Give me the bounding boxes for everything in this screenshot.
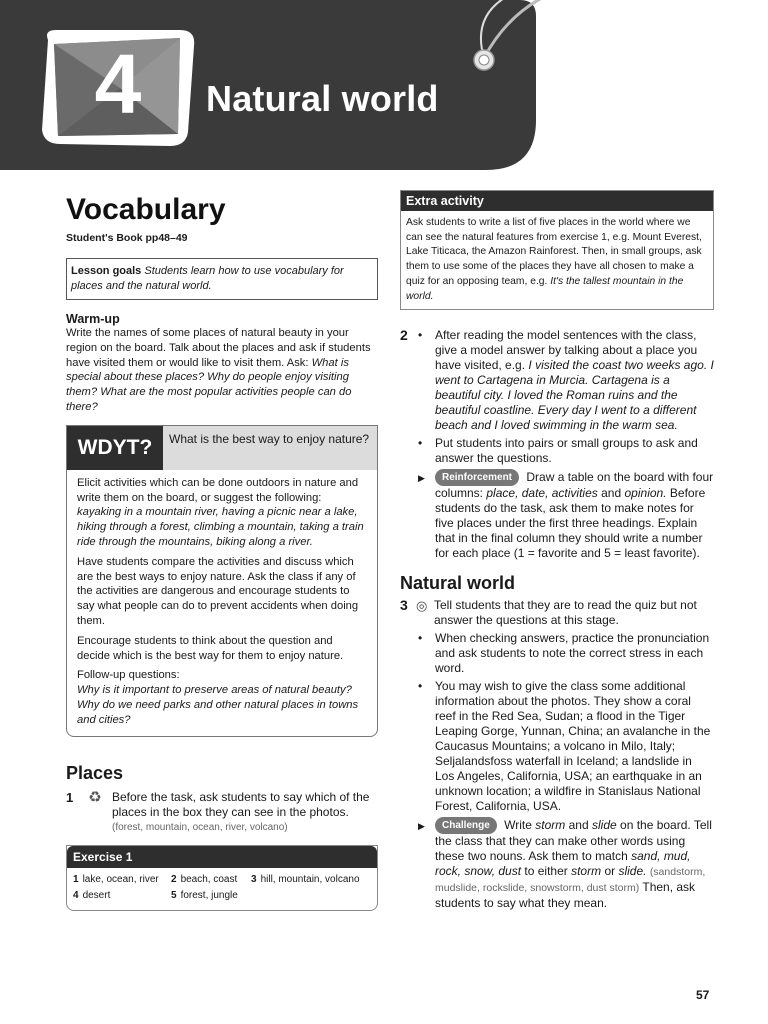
wdyt-box — [66, 425, 378, 737]
step-3-intro: Tell students that they are to read the quiz but not answer the questions at this stage. — [434, 598, 697, 628]
right-column — [400, 190, 714, 911]
page-number: 57 — [696, 988, 710, 1002]
warmup-text — [66, 326, 378, 415]
step-3-bullet-1: • When checking answers, practice the pronunciation and ask students to note the correct stress in each word. — [418, 631, 710, 676]
wdyt-header — [67, 426, 377, 470]
step-2 — [400, 328, 714, 561]
answer-item: 2 beach, coast — [171, 873, 238, 885]
unit-header — [0, 0, 768, 170]
answer-item: 5 forest, jungle — [171, 889, 238, 901]
exercise-1-answers-grid — [67, 868, 377, 910]
followup-questions: Why is it important to preserve areas of natural beauty? Why do we need parks and other natural places in towns and cities? — [77, 684, 359, 726]
step-3 — [400, 598, 714, 911]
answer-item: 3 hill, mountain, volcano — [251, 873, 360, 885]
extra-example: It's the tallest mountain in the world. — [406, 275, 684, 302]
wdyt-paragraph-3: Encourage students to think about the question and decide which is the best way for them to enjoy nature. — [77, 634, 344, 662]
step-2-bullet-1: • After reading the model sentences with the class, give a model answer by talking about a place you have visited, e.g. I visited the coast two weeks ago. I went to Cartagena in Murcia. Cartagena is a beautiful city. I loved the Roman ruins and the beautiful coastline. Every day I went to a different beach and I loved swimming in the warm sea. — [418, 328, 714, 433]
lesson-goals-label: Lesson goals — [71, 265, 142, 277]
extra-activity-title: Extra activity — [401, 191, 713, 211]
challenge-note: ▶ Challenge Write storm and slide on the board. Tell the class that they can make other words using these two nouns. Ask them to match sand, mud, rock, snow, dust to either storm or slide. (sandstorm, mudslide, rockslide, snowstorm, dust storm) Then, ask students to say what they mean. — [418, 818, 712, 911]
arrow-icon: ▶ — [418, 821, 425, 832]
vocabulary-heading: Vocabulary — [66, 193, 226, 226]
reinforcement-badge: Reinforcement — [435, 469, 519, 486]
followup-label: Follow-up questions: — [77, 669, 180, 682]
exercise-1-instruction — [66, 790, 378, 835]
arrow-icon: ▶ — [418, 473, 425, 484]
wdyt-paragraph-2: Have students compare the activities and discuss which are the best ways to enjoy nature. Ask the class if any of the activities are dangerous and encourage students to say what people can do to prevent accidents when doing them. — [77, 555, 359, 627]
reinforcement-note: ▶ Reinforcement Draw a table on the board with four columns: place, date, activities and opinion. Before students do the task, ask them to make notes for five places under the first three headings. Explain that in the final column they should write a number for each place (1 = favorite and 5 = least favorite). — [418, 470, 714, 561]
extra-activity-text — [401, 211, 713, 309]
unit-title: Natural world — [206, 78, 439, 119]
answer-item: 1 lake, ocean, river — [73, 873, 159, 885]
exercise-1-answer-box — [66, 845, 378, 911]
exercise-1-answers: (forest, mountain, ocean, river, volcano) — [112, 821, 288, 833]
lesson-goals-text: Students learn how to use vocabulary for places and the natural world. — [71, 265, 344, 292]
target-icon: ◎ — [416, 598, 428, 614]
left-column — [66, 192, 378, 911]
answer-item: 4 desert — [73, 889, 111, 901]
lesson-goals-box — [66, 258, 378, 300]
wdyt-p1-examples: kayaking in a mountain river, having a picnic near a lake, hiking through a forest, climbing a mountain, taking a train ride through the mountains, biking along a river. — [77, 506, 364, 548]
places-heading: Places — [66, 762, 124, 783]
wdyt-question: What is the best way to enjoy nature? — [163, 426, 377, 470]
exercise-1-text: Before the task, ask students to say which of the places in the box they can see in the photos. — [112, 789, 370, 819]
exercise-1-title: Exercise 1 — [67, 846, 377, 868]
wdyt-tag: WDYT? — [67, 426, 163, 470]
wdyt-body — [67, 470, 377, 736]
challenge-badge: Challenge — [435, 817, 497, 834]
wdyt-paragraph-4 — [77, 668, 367, 727]
unit-number: 4 — [94, 37, 142, 131]
step-2-number: 2 — [400, 327, 408, 344]
step-3-bullet-2: • You may wish to give the class some additional information about the photos. They show a coral reef in the Red Sea, Sudan; a flood in the Tiger Leaping Gorge, Yunnan, China; an avalanche in the Caucasus Mountains; a volcano in Milo, Italy; Seljalandsfoss waterfall in Iceland; a landslide in Los Angeles, California, USA; an earthquake in an unknown location; a wildfire in Stanislaus National Forest, California, USA. — [418, 679, 711, 814]
warmup-questions: What is special about these places? Why do people enjoy visiting them? What are the most popular activities people can do there? — [66, 356, 352, 413]
students-book-reference: Student's Book pp48–49 — [66, 232, 188, 244]
exercise-number: 1 — [66, 789, 74, 805]
step-2-bullet-2: • Put students into pairs or small groups to ask and answer the questions. — [418, 436, 698, 466]
wdyt-p1-text: Elicit activities which can be done outdoors in nature and write them on the board, or suggest the following: — [77, 476, 359, 504]
recycle-icon: ♻ — [88, 788, 102, 806]
natural-world-heading: Natural world — [400, 573, 516, 594]
warmup-body: Write the names of some places of natural beauty in your region on the board. Talk about the places and ask if students have visited them or would like to visit them. Ask: — [66, 327, 371, 369]
step-3-number: 3 — [400, 597, 408, 614]
extra-body: Ask students to write a list of five places in the world where we can see the natural features from exercise 1, e.g. Mount Everest, Lake Titicaca, the Amazon Rainforest. Then, in small groups, ask them to use some of the places they have all chosen to make a quiz for an opposing team, e.g. — [406, 217, 702, 287]
warmup-heading: Warm-up — [66, 312, 120, 326]
extra-activity-box — [400, 190, 714, 310]
wdyt-paragraph-1 — [77, 476, 367, 550]
